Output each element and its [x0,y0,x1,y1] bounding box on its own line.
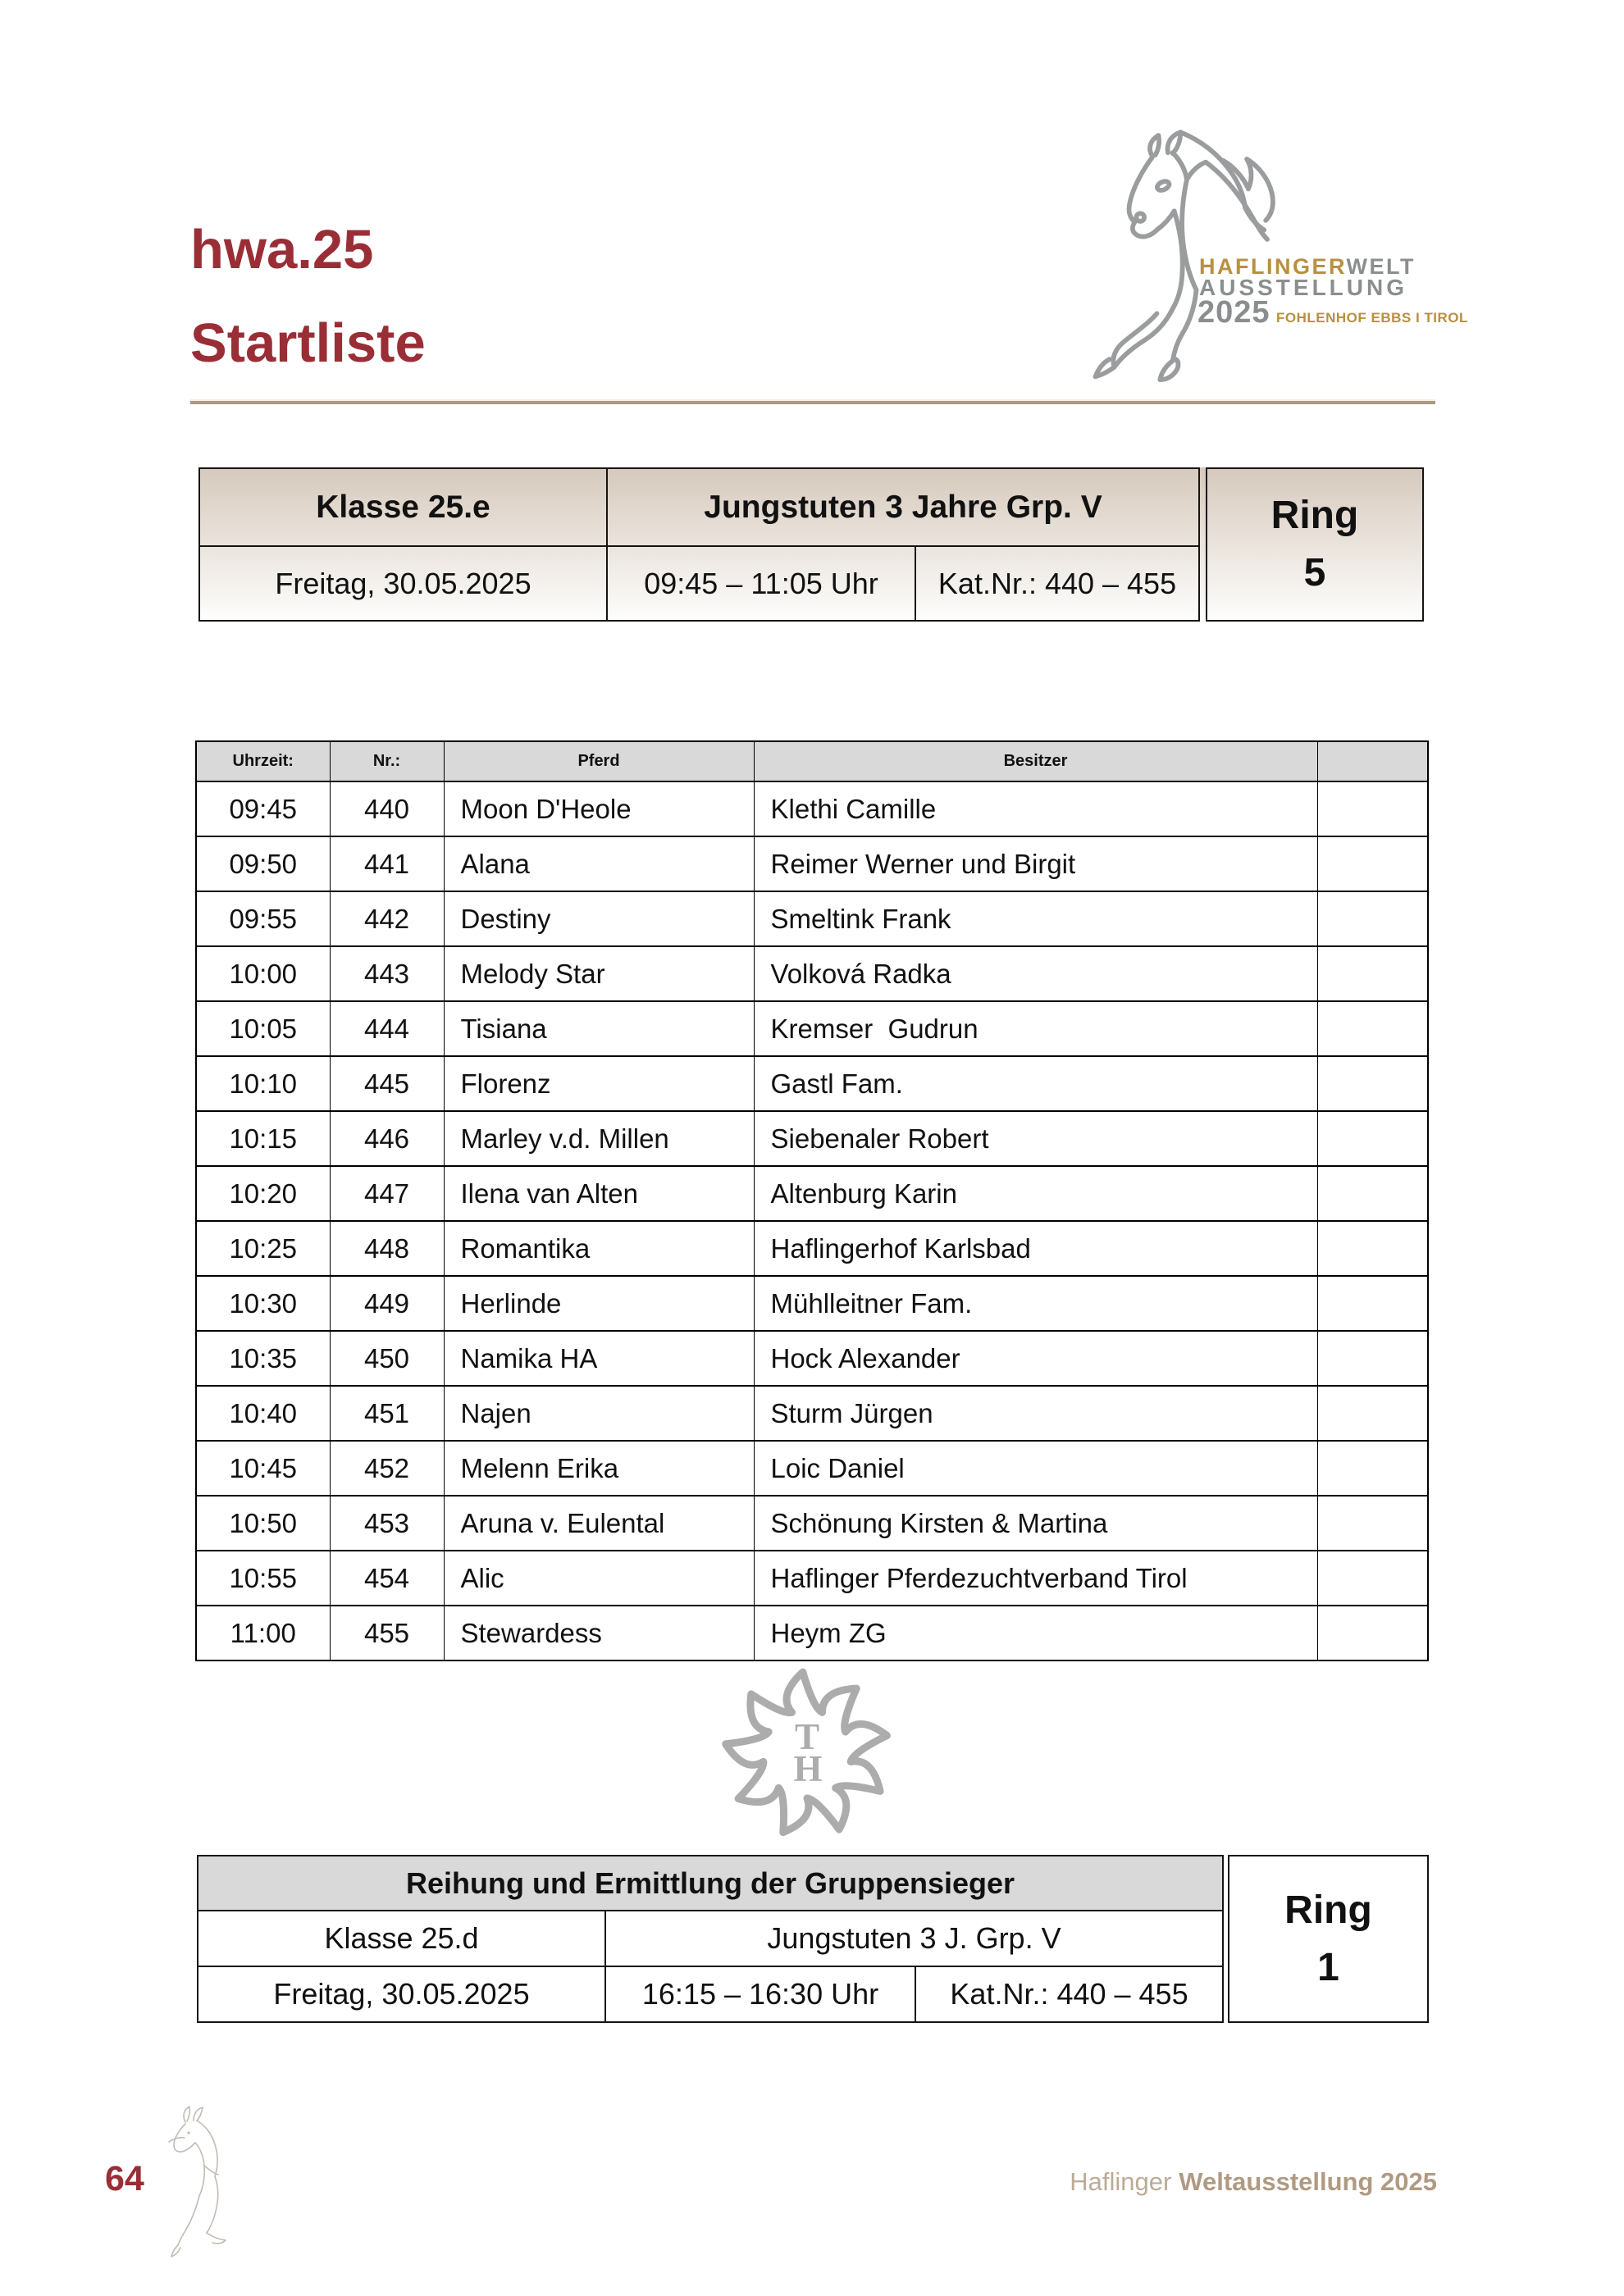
title-divider [190,399,1435,404]
owner-name: Klethi Camille [754,781,1317,836]
notes-cell [1317,891,1428,946]
owner-name: Reimer Werner und Birgit [754,836,1317,891]
catalog-number: 441 [330,836,444,891]
page-title-line2: Startliste [190,312,426,374]
page-number: 64 [105,2159,144,2198]
catalog-number: 448 [330,1221,444,1276]
horse-name: Florenz [444,1056,754,1111]
start-time: 10:05 [196,1001,330,1056]
owner-name: Haflinger Pferdezuchtverband Tirol [754,1551,1317,1606]
col-header-pferd: Pferd [444,741,754,781]
session-info-table [198,467,1200,622]
startlist-row [196,1386,1428,1441]
session-info-section [198,467,1424,622]
owner-name: Gastl Fam. [754,1056,1317,1111]
owner-name: Siebenaler Robert [754,1111,1317,1166]
horse-name: Alic [444,1551,754,1606]
owner-name: Heym ZG [754,1606,1317,1660]
notes-cell [1317,946,1428,1001]
ring-number: 1 [1317,1945,1339,1989]
startlist-row [196,1331,1428,1386]
session-ring-box [1206,467,1424,622]
col-header-besitzer: Besitzer [754,741,1317,781]
owner-name: Altenburg Karin [754,1166,1317,1221]
horse-name: Melody Star [444,946,754,1001]
startlist-row [196,781,1428,836]
logo-venue: FOHLENHOF EBBS I TIROL [1276,310,1468,326]
startlist-row [196,1056,1428,1111]
owner-name: Haflingerhof Karlsbad [754,1221,1317,1276]
owner-name: Schönung Kirsten & Martina [754,1496,1317,1551]
start-time: 10:25 [196,1221,330,1276]
ring-number: 5 [1303,551,1326,594]
foal-sketch-icon [157,2104,248,2268]
session-class-label: Klasse 25.e [199,468,607,546]
session-date: Freitag, 30.05.2025 [199,546,607,621]
owner-name: Hock Alexander [754,1331,1317,1386]
startlist-row [196,1606,1428,1660]
start-time: 10:40 [196,1386,330,1441]
horse-name: Alana [444,836,754,891]
ranking-date: Freitag, 30.05.2025 [198,1966,605,2022]
start-time: 10:55 [196,1551,330,1606]
horse-name: Stewardess [444,1606,754,1660]
logo-word-welt: WELT [1346,254,1416,279]
monogram-t: T [794,1716,820,1757]
ranking-class-label: Klasse 25.d [198,1911,605,1966]
col-header-nr: Nr.: [330,741,444,781]
owner-name: Loic Daniel [754,1441,1317,1496]
startlist-row [196,1496,1428,1551]
start-time: 10:00 [196,946,330,1001]
ring-label: Ring [1270,494,1359,538]
catalog-number: 452 [330,1441,444,1496]
horse-name: Romantika [444,1221,754,1276]
start-time: 10:10 [196,1056,330,1111]
owner-name: Mühlleitner Fam. [754,1276,1317,1331]
startlist-row [196,1551,1428,1606]
startlist-row [196,946,1428,1001]
catalog-number: 449 [330,1276,444,1331]
catalog-number: 444 [330,1001,444,1056]
notes-cell [1317,1056,1428,1111]
startlist-row [196,836,1428,891]
notes-cell [1317,1001,1428,1056]
footer-brand-light: Haflinger [1070,2167,1172,2196]
catalog-number: 445 [330,1056,444,1111]
horse-name: Marley v.d. Millen [444,1111,754,1166]
notes-cell [1317,1276,1428,1331]
session-class-title: Jungstuten 3 Jahre Grp. V [607,468,1199,546]
ranking-time: 16:15 – 16:30 Uhr [605,1966,915,2022]
start-time: 10:30 [196,1276,330,1331]
horse-name: Ilena van Alten [444,1166,754,1221]
notes-cell [1317,1441,1428,1496]
startlist-table [195,740,1429,1661]
col-header-notes [1317,741,1428,781]
catalog-number: 443 [330,946,444,1001]
logo-wordmark-line2: AUSSTELLUNG [1199,275,1407,300]
notes-cell [1317,1551,1428,1606]
notes-cell [1317,1386,1428,1441]
notes-cell [1317,1221,1428,1276]
notes-cell [1317,1496,1428,1551]
catalog-number: 451 [330,1386,444,1441]
start-time: 10:45 [196,1441,330,1496]
start-time: 09:50 [196,836,330,891]
owner-name: Kremser Gudrun [754,1001,1317,1056]
startlist-row [196,891,1428,946]
catalog-number: 454 [330,1551,444,1606]
startlist-row [196,1001,1428,1056]
logo-word-haflinger: HAFLINGER [1199,254,1347,279]
ranking-katnr: Kat.Nr.: 440 – 455 [915,1966,1223,2022]
horse-name: Najen [444,1386,754,1441]
ranking-title: Reihung und Ermittlung der Gruppensieger [198,1856,1223,1911]
group-ranking-table [197,1855,1224,2023]
notes-cell [1317,836,1428,891]
start-time: 09:55 [196,891,330,946]
col-header-uhrzeit: Uhrzeit: [196,741,330,781]
catalog-number: 453 [330,1496,444,1551]
session-time: 09:45 – 11:05 Uhr [607,546,915,621]
footer-brand [1070,2169,1437,2194]
footer-brand-bold: Weltausstellung 2025 [1179,2167,1437,2196]
owner-name: Sturm Jürgen [754,1386,1317,1441]
horse-name: Tisiana [444,1001,754,1056]
horse-name: Destiny [444,891,754,946]
logo-year: 2025 [1197,295,1270,330]
start-time: 09:45 [196,781,330,836]
owner-name: Volková Radka [754,946,1317,1001]
startlist-row [196,1441,1428,1496]
session-katnr: Kat.Nr.: 440 – 455 [915,546,1199,621]
horse-name: Moon D'Heole [444,781,754,836]
haflinger-star-icon [719,1666,895,1842]
horse-name: Namika HA [444,1331,754,1386]
ranking-class-title: Jungstuten 3 J. Grp. V [605,1911,1223,1966]
horse-name: Herlinde [444,1276,754,1331]
catalog-number: 450 [330,1331,444,1386]
start-time: 10:35 [196,1331,330,1386]
notes-cell [1317,1606,1428,1660]
startlist-row [196,1221,1428,1276]
monogram-h: H [793,1748,823,1789]
page-title [190,203,426,390]
start-time: 10:15 [196,1111,330,1166]
notes-cell [1317,1331,1428,1386]
catalog-number: 446 [330,1111,444,1166]
start-time: 10:20 [196,1166,330,1221]
notes-cell [1317,1166,1428,1221]
start-time: 11:00 [196,1606,330,1660]
ranking-ring-box [1228,1855,1429,2023]
ring-label: Ring [1284,1888,1372,1932]
notes-cell [1317,1111,1428,1166]
startlist-header-row [196,741,1428,781]
startlist-row [196,1111,1428,1166]
horse-name: Melenn Erika [444,1441,754,1496]
notes-cell [1317,781,1428,836]
startlist-row [196,1166,1428,1221]
owner-name: Smeltink Frank [754,891,1317,946]
start-time: 10:50 [196,1496,330,1551]
horse-name: Aruna v. Eulental [444,1496,754,1551]
catalog-number: 442 [330,891,444,946]
startlist-row [196,1276,1428,1331]
catalog-number: 455 [330,1606,444,1660]
page-title-line1: hwa.25 [190,219,374,280]
catalog-number: 440 [330,781,444,836]
catalog-number: 447 [330,1166,444,1221]
group-ranking-section [197,1855,1429,2023]
